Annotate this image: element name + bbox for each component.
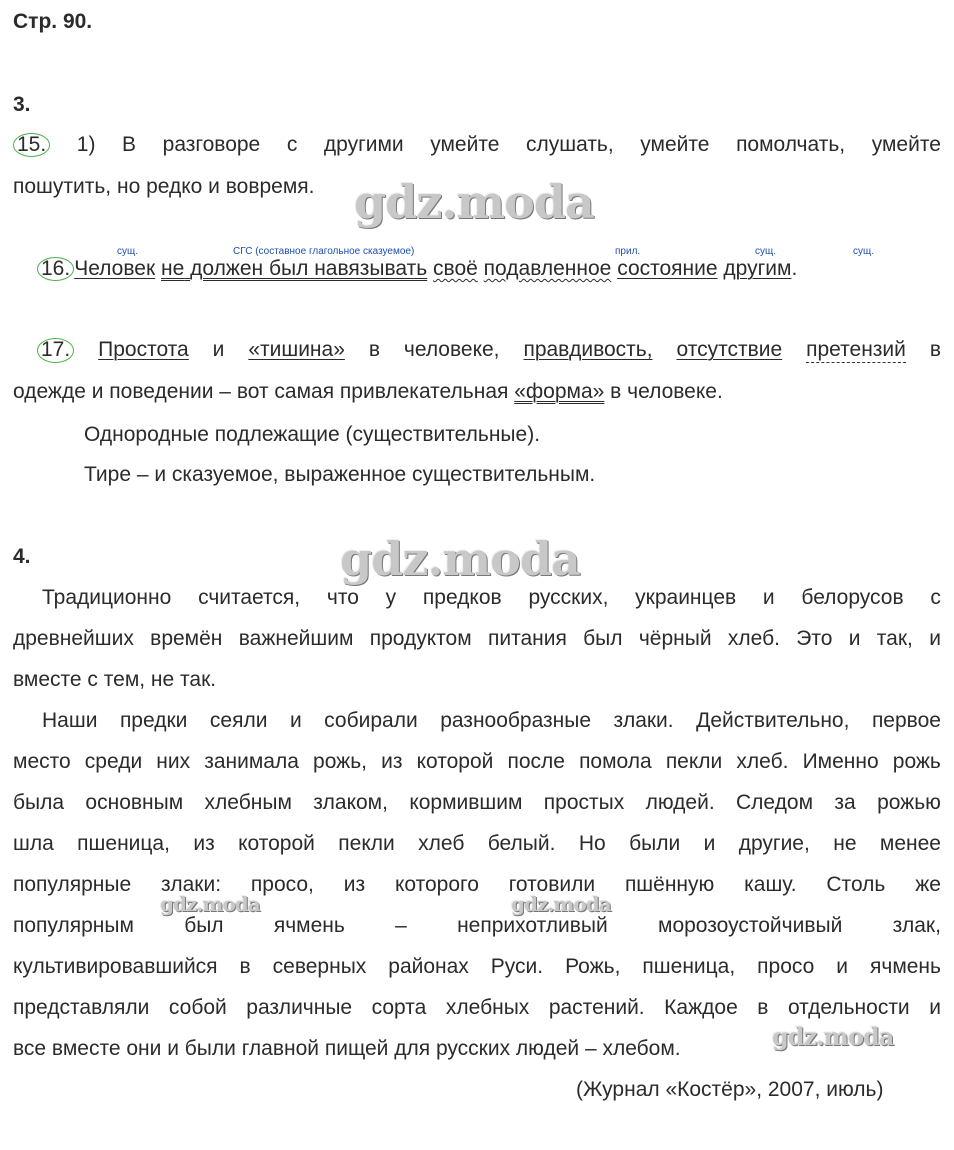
word: Традиционно [42,586,172,609]
word: и [929,627,941,650]
word: считается, [198,586,301,609]
watermark: gdz.moda [511,892,611,916]
word: кашу. [744,873,797,896]
paragraph-line [13,914,941,938]
word: Но [578,832,606,855]
predicate-word: должен был навязывать [190,257,428,280]
object-word: претензий [806,338,906,361]
word: собирали [324,709,418,732]
word: морозоустойчивый [658,914,843,937]
word: времён [150,627,223,650]
paragraph-line [13,955,941,979]
word: просо [757,955,815,978]
predicate-not: не [160,257,185,280]
word: рожью [877,791,941,814]
word: был [184,914,224,937]
word: злаки: [160,873,222,896]
word: отдельности [787,996,910,1019]
word: злаком, [313,791,388,814]
word: различные [246,996,353,1019]
word: из [343,873,366,896]
word: был [583,627,623,650]
word: менее [879,832,941,855]
word: предки [119,709,188,732]
word: с [286,133,298,156]
subject-word: «тишина» [248,338,345,361]
word: и [762,586,775,609]
paragraph-line [13,668,941,692]
ex17-line2 [13,380,723,404]
word: и [836,955,849,978]
word: пшеница, [77,832,170,855]
ex15-number: 15. [13,133,50,157]
subject-word: правдивость, [523,338,653,361]
word: Действительно, [696,709,850,732]
word: русских, [528,586,609,609]
subject-word: Человек [74,257,156,280]
word: растений. [548,996,645,1019]
paragraph-line [42,586,941,610]
word: древнейших [13,627,134,650]
word: Следом [736,791,814,814]
word: просо, [250,873,314,896]
word: все вместе они и были главной пищей для русских людей – хлебом. [13,1037,681,1060]
word: в [368,338,380,361]
text: одежде и поведении – вот самая привлекательная [13,380,515,403]
word: в [239,955,251,978]
word: и [703,832,716,855]
paragraph-line [13,791,941,815]
word: злаки. [613,709,674,732]
word: человеке, [403,338,500,361]
word: Именно [802,750,879,773]
word: кормившим [409,791,523,814]
word: людей. [645,791,715,814]
word: простых [543,791,625,814]
task-4-number: 4. [13,545,31,568]
object-word: другим [723,257,792,280]
ex16-line [37,257,797,281]
word: ячмень [273,914,345,937]
word: разнообразные [440,709,592,732]
word: них [156,750,191,773]
word: украинцев [635,586,737,609]
word: Столь [826,873,886,896]
word: хлебных [445,996,530,1019]
word: хлеб. [736,750,789,773]
paragraph-line [13,873,941,897]
attribute-word: своё [433,257,478,280]
word: слушать, [526,133,614,156]
predicate-word: «форма» [514,380,605,403]
word: первое [871,709,941,732]
word: районах [388,955,469,978]
word: и [212,338,225,361]
word: из [193,832,215,855]
subject-word: Простота [98,338,189,361]
word: 1) [76,133,96,156]
word: другие, [738,832,810,855]
word: важнейшим [238,627,354,650]
word: белый. [487,832,556,855]
ex16-number: 16. [37,257,74,281]
watermark: gdz.moda [772,1022,894,1051]
word: которого [394,873,479,896]
word: вместе с тем, не так. [13,668,217,691]
word: которой [238,832,315,855]
period: . [791,257,798,280]
word: которой [416,750,494,773]
word: пшеница, [642,955,736,978]
word: – [395,914,407,937]
word: и [289,709,302,732]
word: в [929,338,941,361]
ex15-line2: пошутить, но редко и вовремя. [13,175,315,198]
word: продуктом [369,627,472,650]
word: у [385,586,397,609]
word: помола [579,750,652,773]
word: пшённую [624,873,715,896]
label-pril: прил. [615,246,641,257]
word: неприхотливый [457,914,608,937]
word: что [326,586,359,609]
subject-word: отсутствие [676,338,783,361]
paragraph-line [13,627,941,651]
word: так, [876,627,913,650]
word: хлебным [204,791,292,814]
word: за [834,791,856,814]
page-number: Стр. 90. [13,10,93,33]
word: хлеб [418,832,465,855]
word: в [757,996,769,1019]
word: Это [796,627,833,650]
word: основным [85,791,184,814]
word: же [915,873,941,896]
word: питания [487,627,567,650]
ex17-number: 17. [37,338,74,363]
watermark: gdz.moda [340,532,580,586]
word: пекли [338,832,395,855]
word: чёрный [638,627,712,650]
word: рожь, [313,750,367,773]
word: готовили [508,873,596,896]
label-sush-2: сущ. [755,246,777,257]
word: пекли [665,750,723,773]
paragraph-line [13,996,941,1020]
word: культивировавшийся [13,955,218,978]
word: из [381,750,403,773]
word: Рожь, [565,955,621,978]
word: сорта [371,996,427,1019]
ex17-line1 [37,338,941,363]
paragraph-line [42,709,941,733]
word: шла [13,832,54,855]
label-sush-1: сущ. [117,246,139,257]
word: рожь [892,750,941,773]
paragraph-line [13,832,941,856]
word: северных [272,955,367,978]
word: В [122,133,137,156]
ex17-note-1: Однородные подлежащие (существительные). [84,423,541,446]
word: помолчать, [736,133,846,156]
word: среди [84,750,143,773]
object-word: состояние [617,257,718,280]
word: и [929,996,941,1019]
source-citation: (Журнал «Костёр», 2007, июль) [576,1078,884,1101]
word: популярным [13,914,134,937]
word: сеяли [209,709,268,732]
word: Руси. [490,955,544,978]
attribute-word: подавленное [483,257,612,280]
paragraph-line [13,750,941,774]
word: после [507,750,565,773]
word: белорусов [801,586,904,609]
word: место [13,750,71,773]
ex17-note-2: Тире – и сказуемое, выраженное существительным. [84,463,596,486]
text: в человеке. [604,380,723,403]
word: с [930,586,941,609]
word: не [833,832,857,855]
word: собой [168,996,227,1019]
word: предков [422,586,502,609]
label-sush-3: сущ. [853,246,875,257]
watermark: gdz.moda [354,175,594,229]
word: умейте [430,133,500,156]
word: умейте [640,133,710,156]
word: умейте [871,133,941,156]
ex15-line1 [13,133,941,157]
word: другими [323,133,404,156]
word: злак, [892,914,941,937]
word: популярные [13,873,132,896]
word: Каждое [664,996,738,1019]
word: были [629,832,681,855]
word: и [848,627,861,650]
word: занимала [204,750,299,773]
word: хлеб. [727,627,780,650]
word: представляли [13,996,150,1019]
word: разговоре [162,133,261,156]
watermark: gdz.moda [160,892,260,916]
word: была [13,791,65,814]
word: ячмень [870,955,941,978]
label-sgs: СГС (составное глагольное сказуемое) [233,246,415,257]
word: Наши [42,709,98,732]
task-3-number: 3. [13,93,31,116]
